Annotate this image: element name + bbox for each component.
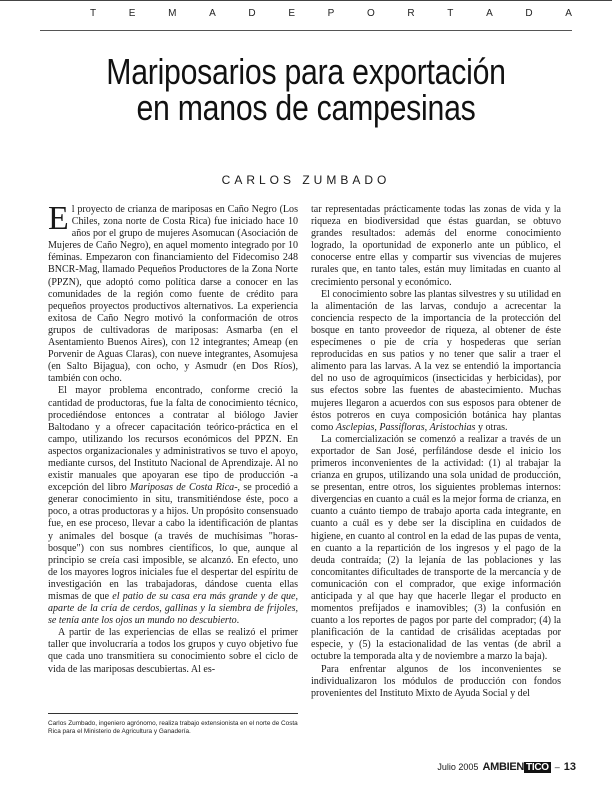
- magazine-logo: AMBIEN TICO: [482, 761, 549, 773]
- page-number: 13: [563, 761, 576, 773]
- section-letter: O: [366, 8, 375, 19]
- paragraph: El mayor problema encontrado, conforme creció la cantidad de productoras, fue la falta de conocimiento técnico, procediéndose entonces a contratar al biólogo Javier Baltodano y a ofrecer capacitación teórico-práctica en el campo, utilizando los recursos económicos del PPZN. En aspectos organizacionales y administrativos se tuvo el apoyo, mediante cursos, del Instituto Nacional de Aprendizaje. Al no existir manuales que apoyaran ese tipo de producción -a excepción del libro Mariposas de Costa Rica-, se procedió a generar conocimiento in situ, transmitiéndose éste, poco a poco, a otras productoras y a hijos. Un propósito consensuado fue, en ese proceso, llevar a cabo la identificación de plantas y animales del bosque (a través de muchísimas "horas-bosque") con sus nombres científicos, lo que, aunque al principio se creía casi imposible, se alcanzó. En efecto, uno de los mayores logros iniciales fue el despertar del espíritu de investigación en las trabajadoras, dándose cuenta ellas mismas de que el patio de su casa era más grande y de que, aparte de la cría de cerdos, gallinas y la siembra de frijoles, se tenía ante los ojos un mundo no descubierto.: [48, 385, 298, 627]
- paragraph: tar representadas prácticamente todas las zonas de vida y la riqueza en biodiversidad que éstas guardan, se obtuvo grandes resultados: además del enorme conocimiento logrado, la oportunidad de exponerlo ante un público, el conocerse entre ellas y compartir sus vivencias de mujeres rurales que, en tanto tales, están muy limitadas en cuanto al crecimiento personal y económico.: [311, 204, 561, 288]
- issue-date: Julio 2005: [437, 762, 479, 772]
- paragraph: La comercialización se comenzó a realizar a través de un exportador de San José, perfilándose desde el inicio los primeros inconvenientes de la actividad: (1) al trabajar la crianza en grupos, utilizando una sola unidad de producción, se presentan, entre otros, los siguientes problemas internos: divergencias en cuanto a cuál es la mejor forma de crianza, en cuanto a cuánto tiempo de trabajo aporta cada integrante, en cuanto a cuál es y debe ser la disciplina en cuidados de higiene, en cuanto al control en la edad de las pupas de venta, en cuanto a la repartición de los ingresos y el pago de la deuda contraída; (2) la lejanía de las poblaciones y las concomitantes dificultades de transporte de la mercancía y de comunicación con el comprador, que exige información anticipada y al que hay que hacerle llegar el producto en momentos prefijados e inamovibles; (3) la confusión en cuanto a los reportes de pagos por parte del comprador; (4) la planificación de la cantidad de crisálidas aceptadas por especie, y (5) la estacionalidad de las ventas (de abril a octubre la temporada alta y de noviembre a marzo la baja).: [311, 433, 561, 663]
- section-letter: D: [248, 8, 256, 19]
- paragraph: El proyecto de crianza de mariposas en Caño Negro (Los Chiles, zona norte de Costa Rica) fue iniciado hace 10 años por el grupo de mujeres Asomucan (Asociación de Mujeres de Caño Negro), en aquel momento integrado por 10 féminas. Empezaron con financiamiento del Fidecomiso 248 BNCR-Mag, llamado Pequeños Productores de la Zona Norte (PPZN), que adoptó como política darse a conocer en las comunidades de la región como fuente de crédito para pequeños proyectos productivos alternativos. La experiencia exitosa de Caño Negro motivó la conformación de otros grupos de cultivadoras de mariposas: Asmarba (en el Asentamiento Buenos Aires), con 12 integrantes; Ameap (en Porvenir de Aguas Claras), con nueve integrantes, Asomujesa (en Salto Bijagua), con ocho, y Asmudr (en Dos Ríos), también con ocho.: [48, 200, 298, 385]
- section-label: [90, 8, 572, 19]
- book-title: Mariposas de Costa Rica: [129, 482, 235, 494]
- paragraph: A partir de las experiencias de ellas se realizó el primer taller que involucraría a todos los grupos y cuyo objetivo fue que cada uno transmitiera su conocimiento sobre el ciclo de vida de las mariposas descubiertas. Al es-: [48, 627, 298, 675]
- right-column: [311, 204, 561, 700]
- article-headline: [83, 51, 530, 128]
- italic-quote: el patio de su casa era más grande y de que, aparte de la cría de cerdos, gallinas y la siembra de frijoles, se tenía ante los ojos un mundo no descubierto: [48, 591, 298, 627]
- section-letter: R: [407, 8, 415, 19]
- folio-dash: –: [554, 762, 560, 772]
- section-letter: D: [525, 8, 533, 19]
- section-letter: A: [486, 8, 493, 19]
- section-letter: A: [565, 8, 572, 19]
- section-letter: E: [288, 8, 295, 19]
- section-letter: M: [168, 8, 177, 19]
- species-name: Aristochias: [429, 421, 476, 433]
- headline-line-1: Mariposarios para exportación: [106, 51, 506, 92]
- section-letter: T: [447, 8, 454, 19]
- species-name: Passifloras: [379, 421, 425, 433]
- section-letter: P: [327, 8, 335, 19]
- page-footer: [437, 761, 576, 773]
- drop-cap: E: [48, 200, 69, 237]
- left-column: [48, 200, 298, 676]
- section-letter: E: [128, 8, 136, 19]
- paragraph: Para enfrentar algunos de los inconvenientes se individualizaron los módulos de producción con fondos provenientes del Instituto Mixto de Ayuda Social y del: [311, 663, 561, 699]
- paragraph: El conocimiento sobre las plantas silvestres y su utilidad en la alimentación de las larvas, condujo a acrecentar la conciencia respecto de la importancia de la protección del bosque en tanto proveedor de riqueza, al obtener de éste especímenes o pie de cría y hospederas que serían reproducidas en sus patios y no tener que salir a traer el alimento para las larvas. A la vez se entendió la importancia del no uso de agroquímicos (insecticidas y herbicidas), por sus efectos sobre las fuentes de abastecimiento. Muchas mujeres llegaron a acuerdos con sus esposos para obtener de éstos potreros en cuya composición botánica hay plantas como Asclepias, Passifloras, Aristochias y otras.: [311, 288, 561, 433]
- author-byline: CARLOS ZUMBADO: [221, 173, 391, 187]
- species-name: Asclepias: [335, 421, 375, 433]
- top-border: [0, 0, 612, 1]
- author-footnote: Carlos Zumbado, ingeniero agrónomo, realiza trabajo extensionista en el norte de Costa Rica para el Ministerio de Agricultura y Ganadería.: [48, 720, 298, 736]
- section-letter: A: [209, 8, 216, 19]
- footnote-rule: [48, 713, 298, 714]
- section-letter: T: [90, 8, 97, 19]
- headline-line-2: en manos de campesinas: [136, 87, 476, 128]
- section-divider: [40, 30, 572, 31]
